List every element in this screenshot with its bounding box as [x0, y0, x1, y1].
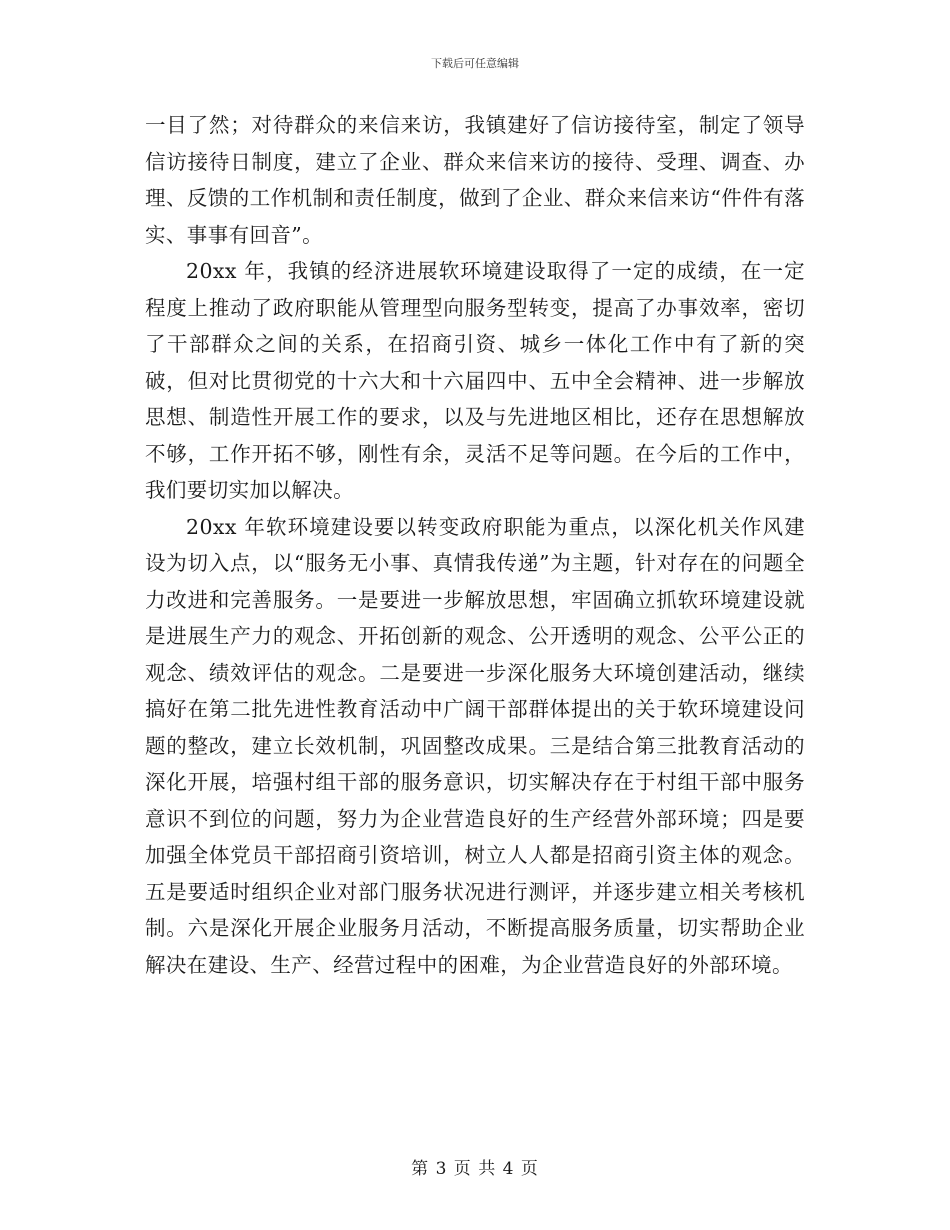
header-text: 下载后可任意编辑 — [431, 57, 519, 70]
paragraph-achievements: 20xx 年，我镇的经济进展软环境建设取得了一定的成绩，在一定程度上推动了政府职能从管理型向服务型转变，提高了办事效率，密切了干部群众之间的关系，在招商引资、城乡一体化工作中有了新的突破，但对比贯彻党的十六大和十六届四中、五中全会精神、进一步解放思想、制造性开展工作的要求，以及与先进地区相比，还存在思想解放不够，工作开拓不够，刚性有余，灵活不足等问题。在今后的工作中，我们要切实加以解决。 — [145, 259, 805, 502]
page-footer — [0, 1154, 950, 1179]
page-number: 第 3 页 共 4 页 — [411, 1159, 539, 1179]
paragraph-continuation: 一目了然；对待群众的来信来访，我镇建好了信访接待室，制定了领导信访接待日制度，建立了企业、群众来信来访的接待、受理、调查、办理、反馈的工作机制和责任制度，做到了企业、群众来信来访“件件有落实、事事有回音”。 — [145, 113, 805, 247]
document-body — [145, 107, 805, 983]
page-header — [0, 55, 950, 71]
paragraph-plans: 20xx 年软环境建设要以转变政府职能为重点，以深化机关作风建设为切入点，以“服务无小事、真情我传递”为主题，针对存在的问题全力改进和完善服务。一是要进一步解放思想，牢固确立抓软环境建设就是进展生产力的观念、开拓创新的观念、公开透明的观念、公平公正的观念、绩效评估的观念。二是要进一步深化服务大环境创建活动，继续搞好在第二批先进性教育活动中广阔干部群体提出的关于软环境建设问题的整改，建立长效机制，巩固整改成果。三是结合第三批教育活动的深化开展，培强村组干部的服务意识，切实解决存在于村组干部中服务意识不到位的问题，努力为企业营造良好的生产经营外部环境；四是要加强全体党员干部招商引资培训，树立人人都是招商引资主体的观念。五是要适时组织企业对部门服务状况进行测评，并逐步建立相关考核机制。六是深化开展企业服务月活动，不断提高服务质量，切实帮助企业解决在建设、生产、经营过程中的困难，为企业营造良好的外部环境。 — [145, 514, 805, 977]
